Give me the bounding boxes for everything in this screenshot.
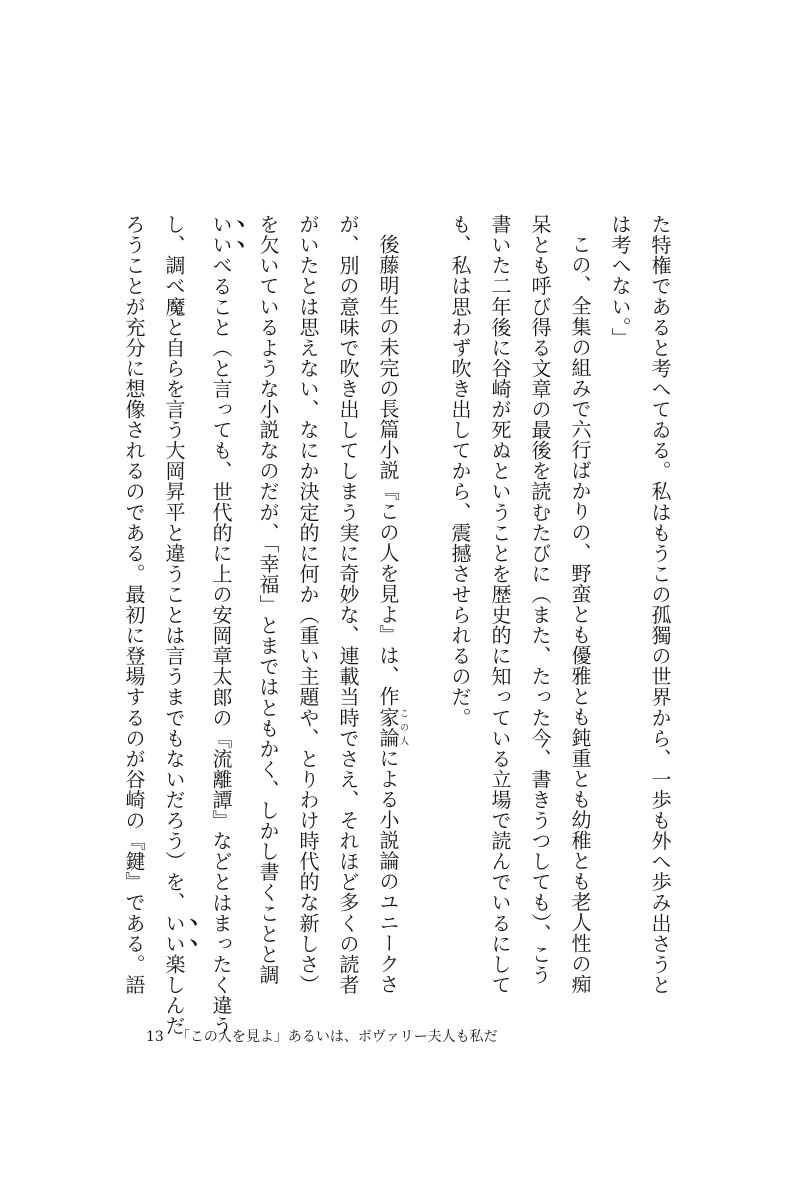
paragraph3-line6-end: 楽しんだ: [162, 953, 186, 1037]
paragraph3-line: が、別の意味で吹き出してしまう実に奇妙な、連載当時でさえ、それほど多くの読者: [336, 214, 360, 995]
paragraph2-line: 呆とも呼び得る文章の最後を読むたびに（また、たった今、書きうつしても）、こう: [528, 214, 552, 985]
paragraph1-line: た特権であると考へてゐる。私はもうこの孤獨の世界から、一歩も外へ歩み出さうと: [648, 214, 672, 995]
paragraph3-line: ろうことが充分に想像されるのである。最初に登場するのが谷崎の『鍵』である。語: [122, 214, 146, 995]
paragraph3-line6-start: し、調べ魔と自らを言う大岡昇平と違うことは言うまでもないだろう）を、: [162, 214, 186, 913]
paragraph2-line: 書いた二年後に谷崎が死ぬということを歴史的に知っている立場で読んでいるにして: [488, 214, 512, 995]
paragraph3-line: [154, 214, 201, 1037]
paragraph3-line5-rest: べること（と言っても、世代的に上の安岡章太郎の『流離譚』などとはまったく違う: [209, 255, 233, 1037]
paragraph2-line: この、全集の組みで六行ばかりの、野蛮とも優雅とも鈍重とも幼稚とも老人性の痴: [568, 234, 592, 995]
paragraph3-line: [201, 214, 248, 1037]
chapter-title: 「この人を見よ」あるいは、ボヴァリー夫人も私だ: [175, 1029, 498, 1045]
paragraph1-line: は考へない。」: [608, 214, 632, 348]
paragraph3-line1-end: による小説論のユニークさ: [376, 747, 400, 995]
paragraph2-line: も、私は思わず吹き出してから、震撼させられるのだ。: [448, 214, 472, 728]
emphasis-dotted-text: いい: [162, 912, 186, 954]
paragraph3-line: [368, 214, 408, 1004]
page-number: 13: [146, 1029, 164, 1045]
paragraph-gap: [408, 214, 440, 1004]
running-footer: [146, 1026, 498, 1046]
ruby-annotation: [376, 706, 408, 748]
paragraph3-line: がいたとは思えない、なにか決定的に何か（重い主題や、とりわけ時代的な新しさ）: [296, 214, 320, 995]
paragraph3-line: を欠いているような小説なのだが、「幸福」とまではともかく、しかし書くことと調: [256, 214, 280, 985]
emphasis-dotted-text: いい: [209, 214, 233, 256]
ruby-base: 家論: [376, 706, 400, 748]
ruby-reading: この人: [398, 706, 408, 748]
paragraph3-line1-start: 後藤明生の未完の長篇小説『この人を見よ』は、作: [376, 234, 400, 707]
